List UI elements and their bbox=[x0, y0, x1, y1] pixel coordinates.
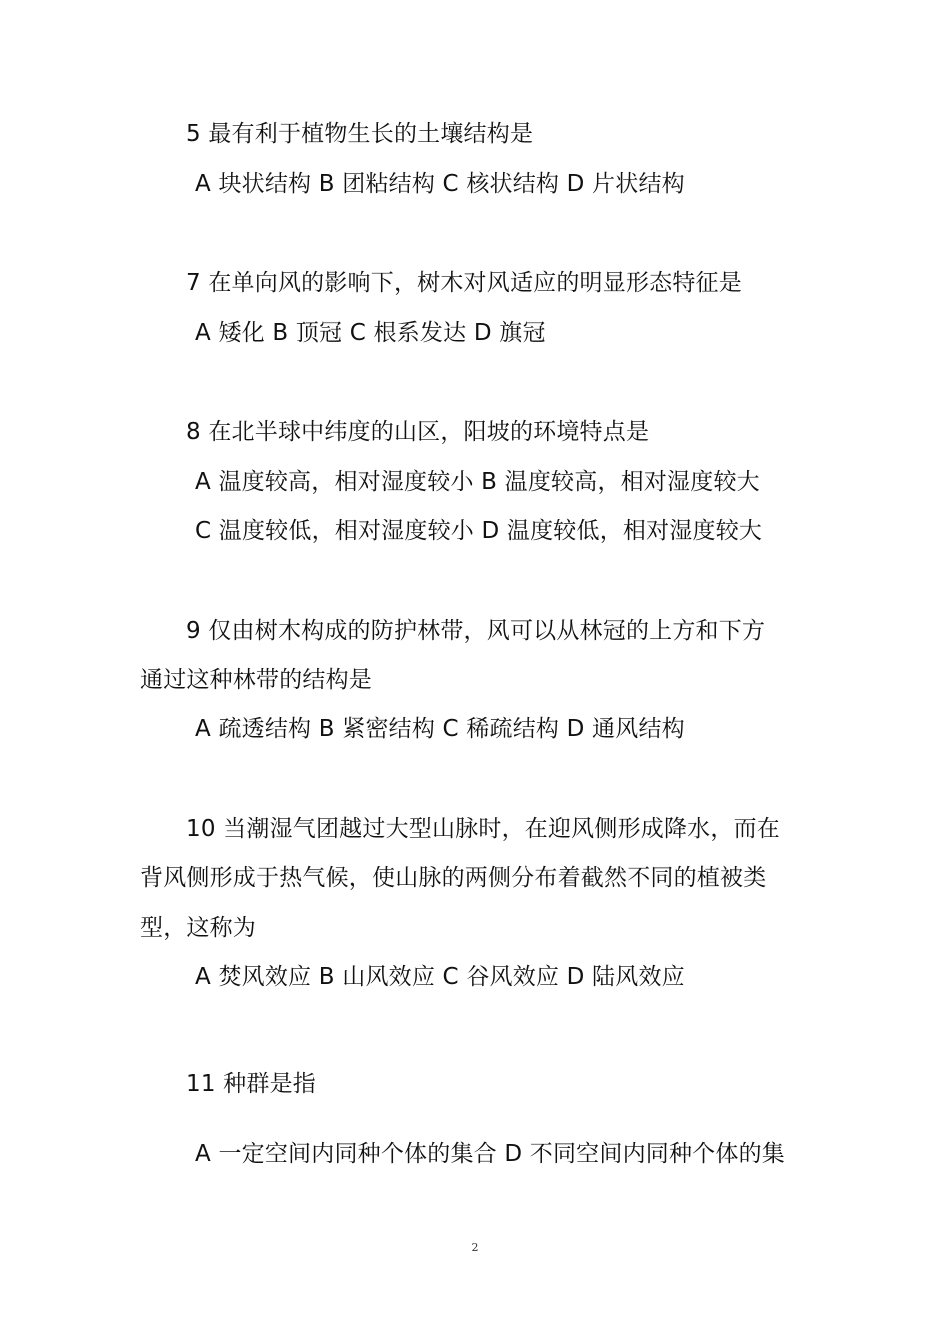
question-8-options-line-2: C 温度较低，相对湿度较小 D 温度较低，相对湿度较大 bbox=[195, 518, 763, 544]
question-9-stem-line-1: 9 仅由树木构成的防护林带，风可以从林冠的上方和下方 bbox=[186, 618, 766, 644]
question-10-stem-line-2: 背风侧形成于热气候，使山脉的两侧分布着截然不同的植被类 bbox=[140, 865, 767, 891]
question-5-stem: 5 最有利于植物生长的土壤结构是 bbox=[186, 121, 534, 147]
question-11-stem: 11 种群是指 bbox=[186, 1071, 316, 1097]
question-8-options-line-1: A 温度较高，相对湿度较小 B 温度较高，相对湿度较大 bbox=[195, 469, 760, 495]
question-11-options: A 一定空间内同种个体的集合 D 不同空间内同种个体的集 bbox=[195, 1141, 785, 1167]
question-10-stem-line-3: 型，这称为 bbox=[140, 915, 256, 941]
question-9-stem-line-2: 通过这种林带的结构是 bbox=[140, 667, 372, 693]
question-10-options: A 焚风效应 B 山风效应 C 谷风效应 D 陆风效应 bbox=[195, 964, 685, 990]
question-7-stem: 7 在单向风的影响下，树木对风适应的明显形态特征是 bbox=[186, 270, 742, 296]
question-10-stem-line-1: 10 当潮湿气团越过大型山脉时，在迎风侧形成降水，而在 bbox=[186, 816, 780, 842]
question-5-options: A 块状结构 B 团粘结构 C 核状结构 D 片状结构 bbox=[195, 171, 685, 197]
page-number: 2 bbox=[471, 1241, 479, 1254]
question-8-stem: 8 在北半球中纬度的山区，阳坡的环境特点是 bbox=[186, 419, 650, 445]
question-7-options: A 矮化 B 顶冠 C 根系发达 D 旗冠 bbox=[195, 320, 546, 346]
question-9-options: A 疏透结构 B 紧密结构 C 稀疏结构 D 通风结构 bbox=[195, 716, 685, 742]
